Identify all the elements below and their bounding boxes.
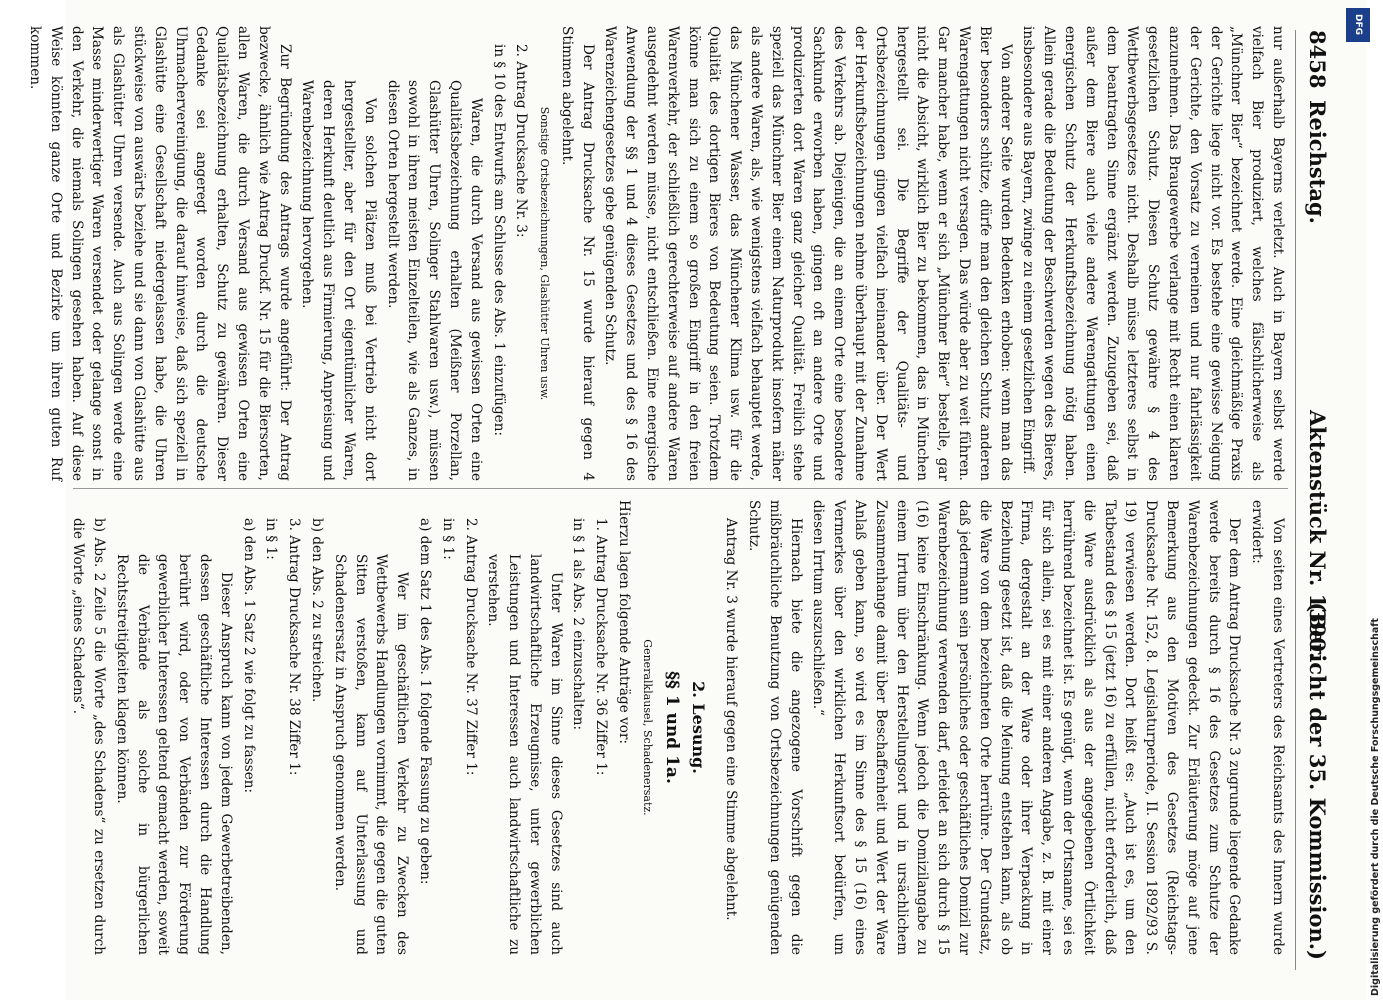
right-column-paragraph: Generalklausel, Schadenersatz.	[640, 639, 654, 816]
header-left-title: Reichstag.	[1305, 100, 1330, 224]
right-column-paragraph: a) dem Satz 1 des Abs. 1 folgende Fassung zu geben:	[416, 518, 433, 885]
column-divider	[73, 488, 1288, 489]
right-column-paragraph: b) Abs. 2 Zeile 5 die Worte „des Schadens“ zu ersetzen durch die Worte „eines Schadens“.	[70, 518, 107, 955]
right-column-paragraph: Wer im geschäftlichen Verkehr zu Zwecken des Wettbewerbs Handlungen vornimmt, die gegen die guten Sitten verstoßen, kann auf Unterlassung und Schadensersatz in Anspruch genommen werden.	[331, 554, 411, 955]
right-column-paragraph: Hiernach biete die angezogene Vorschrift gegen die mißbräuchliche Benutzung von Ortsbezeichnungen genügenden Schutz.	[746, 500, 804, 955]
right-column-paragraph: 1. Antrag Drucksache Nr. 36 Ziffer 1:	[593, 518, 610, 776]
right-column-paragraph: 2. Lesung.	[689, 681, 709, 774]
left-column-paragraph: Waren, die durch Versand aus gewissen Orten eine Qualitätsbezeichnung erhalten (Meißner Porzellan, Glashütter Uhren, Solinger Stahlwaren usw.), müssen sowohl in ihren meisten Einzelteilen, wie als Ganzes, in diesen Orten hergestellt werden.	[384, 80, 484, 481]
right-column-paragraph: §§ 1 und 1a.	[661, 671, 682, 784]
left-column-paragraph: in § 10 des Entwurfs am Schlusse des Abs. 1 einzufügen:	[490, 44, 507, 437]
page-number: 8458	[1305, 30, 1330, 89]
left-column-paragraph: Der Antrag Drucksache Nr. 15 wurde hierauf gegen 4 Stimmen abgelehnt.	[558, 26, 596, 481]
right-column-paragraph: b) den Abs. 2 zu streichen.	[308, 518, 325, 703]
right-column-paragraph: in § 1:	[439, 518, 456, 560]
dfg-logo: DFG	[1346, 8, 1370, 42]
header-center-title: Aktenstück Nr. 1390.	[1305, 410, 1330, 660]
right-column-paragraph: in § 1:	[263, 518, 280, 560]
right-column-paragraph: Hierzu lagen folgende Anträge vor:	[616, 500, 633, 745]
right-column-paragraph: Von seiten eines Vertreters des Reichsamts des Innern wurde erwidert:	[1249, 500, 1286, 955]
left-column-paragraph: 2. Antrag Drucksache Nr. 3:	[513, 44, 530, 238]
left-column-paragraph: Von anderer Seite wurden Bedenken erhoben: wenn man das Bier besonders schütze, dürfe man den gleichen Schutz anderen Warengattungen nicht versagen. Das würde aber zu weit führen. Gar mancher habe, wenn er sich „Münchner Bier“ bestelle, gar nicht die Absicht, wirklich Bier zu bekommen, das in München hergestellt sei. Die Begriffe der Qualitäts- und Ortsbezeichnungen gingen vielfach ineinander über. Der Wert der Herkunftsbezeichnungen nehme überhaupt mit der Zunahme des Verkehrs ab. Diejenigen, die an einem Orte eine besondere Sachkunde erworben haben, gingen oft an andere Orte und produzierten dort Waren ganz gleicher Qualität. Freilich stehe speziell das Münchner Bier einem Naturprodukt insofern näher als andere Waren, als, wie wenigstens vielfach behauptet werde, das Münchener Wasser, das Münchener Klima usw. für die Qualität des dortigen Bieres von Bedeutung seien. Trotzdem könne man sich zu einem so großen Eingriff in den freien Warenverkehr, der schließlich gerechterweise auf andere Waren ausgedehnt werden müsse, nicht entschließen. Eine energische Anwendung der §§ 1 und 4 dieses Gesetzes und des § 16 des Warenzeichengesetzes gebe genügenden Schutz.	[602, 26, 1014, 481]
right-column-paragraph: Antrag Nr. 3 wurde hierauf gegen eine Stimme abgelehnt.	[723, 518, 740, 921]
right-column-paragraph: in § 1 als Abs. 2 einzuschalten:	[570, 518, 587, 731]
left-column-paragraph: nur außerhalb Bayerns verletzt. Auch in Bayern selbst werde vielfach Bier produziert, welches fälschlicherweise als „Münchner Bier“ bezeichnet werde. Eine gleichmäßige Praxis der Gerichte liege nicht vor. Es bestehe eine gewisse Neigung der Gerichte, den Vorsatz zu verneinen und nur fahrlässigkeit anzunehmen. Das Braugewerbe verlange mit Recht einen klaren gesetzlichen Schutz. Diesen Schutz gewähre § 4 des Wettbewerbsgesetzes nicht. Deshalb müsse letzteres selbst in dem beantragten Sinne ergänzt werden. Zuzugeben sei, daß außer dem Biere auch viele andere Warengattungen einen energischen Schutz der Herkunftsbezeichnung nötig haben. Allein gerade die Bedeutung der Beschwerden wegen des Bieres, insbesondere aus Bayern, zwinge zu einem gesetzlichen Eingriff.	[1020, 26, 1286, 481]
right-column-paragraph: Der dem Antrag Drucksache Nr. 3 zugrunde liegende Gedanke werde bereits durch § 16 des Gesetzes zum Schutze der Warenbezeichnungen gedeckt. Zur Erläuterung möge auf jene Bemerkung aus den Motiven des Gesetzes (Reichstags-Drucksache Nr. 152, 8. Legislaturperiode, II. Session 1892/93 S. 19) verwiesen werden. Dort heißt es: „Auch ist es, um den Tatbestand des § 15 (jetzt 16) zu erfüllen, nicht erforderlich, daß die Ware ausdrücklich als aus der angegebenen Örtlichkeit herrührend bezeichnet ist. Es genügt, wenn der Ortsname, sei es für sich allein, sei es mit einer anderen Angabe, z. B. mit einer Firma, dergestalt an der Ware oder ihrer Verpackung in Beziehung gesetzt ist, daß die Meinung entstehen kann, als ob die Ware von dem bezeichneten Orte herrühre. Der Grundsatz, daß jedermann sein persönliches oder geschäftliches Domizil zur Warenbezeichnung verwenden darf, erleidet an sich durch § 15 (16) keine Einschränkung. Wenn jedoch die Domizilangabe zu einem Irrtum über den Herstellungsort und in ursächlichem Zusammenhange damit über Beschaffenheit und Wert der Ware Anlaß geben kann, so wird es im Sinne des § 15 (16) eines Vermerkes über den wirklichen Herkunftsort bedürfen, um diesen Irrtum auszuschließen.“	[810, 500, 1243, 955]
right-column-paragraph: 3. Antrag Drucksache Nr. 38 Ziffer 1:	[286, 518, 303, 776]
left-column-paragraph: Zur Begründung des Antrags wurde angeführt: Der Antrag bezwecke, ähnlich wie Antrag Druckf. Nr. 15 für die Biersorten, allen Waren, die durch Versand aus gewissen Orten eine Qualitätsbezeichnung erhalten, Schutz zu gewähren. Dieser Gedanke sei angeregt worden durch die deutsche Uhrmachervereinigung, die darauf hinweise, daß sich speziell in Glashütte eine Gesellschaft niedergelassen habe, die Uhren stückweise von auswärts beziehe und sie dann von Glashütte aus als Glashütter Uhren versende. Auch aus Solingen werde eine Masse minderwertiger Waren versendet oder gelange sonst in den Verkehr, die niemals Solingen gesehen haben. Auf diese Weise könnten ganze Orte und Bezirke um ihren guten Ruf kommen.	[26, 26, 293, 481]
right-column-paragraph: Unter Waren im Sinne dieses Gesetzes sind auch landwirtschaftliche Erzeugnisse, unter gewerblichen Leistungen und Interessen auch landwirtschaftliche zu verstehen.	[485, 554, 564, 955]
left-text-column	[26, 26, 1288, 481]
digitization-note: Digitalisierung gefördert durch die Deutsche Forschungsgemeinschaft	[1370, 618, 1381, 996]
right-column-paragraph: 2. Antrag Drucksache Nr. 37 Ziffer 1:	[462, 518, 479, 776]
document-page	[26, 0, 1366, 1000]
header-right-title: (Bericht der 35. Kommission.)	[1305, 602, 1330, 960]
right-column-paragraph: Dieser Anspruch kann von jedem Gewerbetreibenden, dessen geschäftliche Interessen durch die Handlung berührt wird, oder von Verbänden zur Förderung gewerblicher Interessen geltend gemacht werden, soweit die Verbände als solche in bürgerlichen Rechtsstreitigkeiten klagen können.	[113, 554, 234, 955]
right-text-column	[70, 500, 1288, 955]
right-column-paragraph: a) den Abs. 1 Satz 2 wie folgt zu fassen:	[240, 518, 257, 794]
left-column-paragraph: Von solchen Plätzen muß bei Vertrieb nicht dort hergestellter, aber für den Ort eigentümlicher Waren, deren Herkunft deutlich aus Firmierung, Anpreisung und Warenbezeichnung hervorgehen.	[299, 80, 378, 481]
page-header	[1295, 30, 1336, 970]
left-column-paragraph: Sonstige Ortsbezeichnungen, Glashütter Uhren usw.	[538, 106, 552, 401]
